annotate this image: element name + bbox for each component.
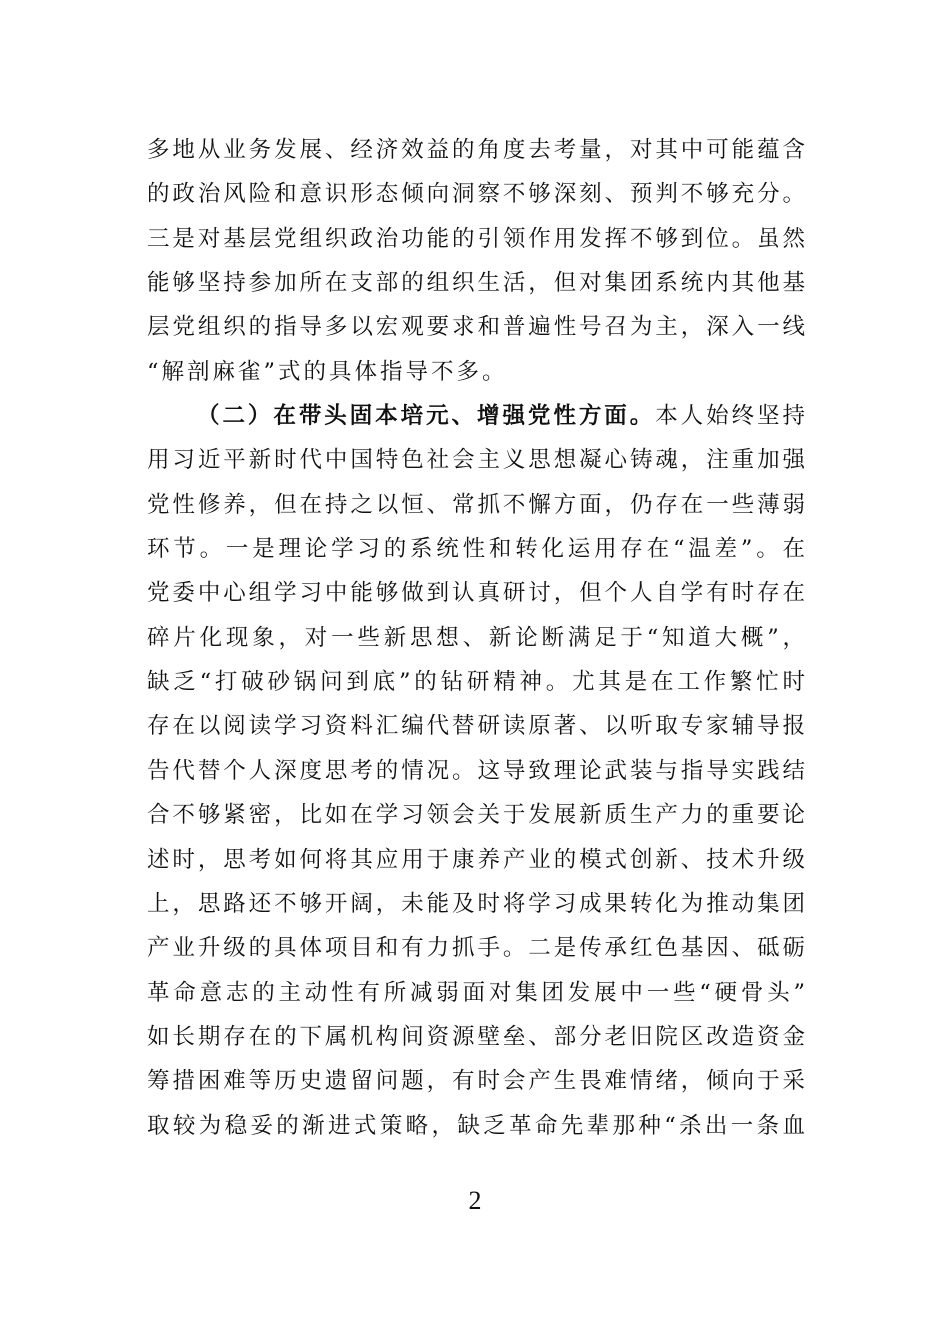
text-line: 能够坚持参加所在支部的组织生活，但对集团系统内其他基: [147, 270, 805, 297]
text-line: 环节。一是理论学习的系统性和转化运用存在“温差”。在: [147, 536, 805, 563]
text-line: 筹措困难等历史遗留问题，有时会产生畏难情绪，倾向于采: [147, 1068, 805, 1095]
text-line: 取较为稳妥的渐进式策略，缺乏革命先辈那种“杀出一条血: [147, 1112, 805, 1139]
text-line: 三是对基层党组织政治功能的引领作用发挥不够到位。虽然: [147, 225, 805, 252]
text-line: 革命意志的主动性有所减弱面对集团发展中一些“硬骨头”: [147, 979, 805, 1006]
text-line: 多地从业务发展、经济效益的角度去考量，对其中可能蕴含: [147, 137, 805, 163]
text-span: 本人始终坚持: [655, 403, 805, 430]
text-line: 碎片化现象，对一些新思想、新论断满足于“知道大概”，: [147, 624, 805, 651]
text-line: 缺乏“打破砂锅问到底”的钻研精神。尤其是在工作繁忙时: [147, 669, 805, 696]
text-line: 用习近平新时代中国特色社会主义思想凝心铸魂，注重加强: [147, 447, 805, 474]
document-body: [147, 128, 805, 1148]
text-line: 告代替个人深度思考的情况。这导致理论武装与指导实践结: [147, 757, 805, 784]
text-line: 存在以阅读学习资料汇编代替研读原著、以听取专家辅导报: [147, 713, 805, 740]
text-line: 合不够紧密，比如在学习领会关于发展新质生产力的重要论: [147, 802, 805, 829]
text-line: “解剖麻雀”式的具体指导不多。: [147, 358, 508, 385]
section-heading-line: [147, 394, 805, 438]
text-line: 层党组织的指导多以宏观要求和普遍性号召为主，深入一线: [147, 314, 805, 341]
text-line: 的政治风险和意识形态倾向洞察不够深刻、预判不够充分。: [147, 181, 805, 208]
text-line: 述时，思考如何将其应用于康养产业的模式创新、技术升级: [147, 846, 805, 873]
page-number: 2: [468, 1186, 482, 1215]
text-line: 上，思路还不够开阔，未能及时将学习成果转化为推动集团: [147, 890, 805, 917]
section-heading: （二）在带头固本培元、增强党性方面。: [197, 403, 656, 430]
text-line: 产业升级的具体项目和有力抓手。二是传承红色基因、砥砺: [147, 935, 805, 962]
text-line: 党委中心组学习中能够做到认真研讨，但个人自学有时存在: [147, 580, 805, 607]
text-line: 如长期存在的下属机构间资源壁垒、部分老旧院区改造资金: [147, 1023, 805, 1050]
text-line: 党性修养，但在持之以恒、常抓不懈方面，仍存在一些薄弱: [147, 491, 805, 518]
